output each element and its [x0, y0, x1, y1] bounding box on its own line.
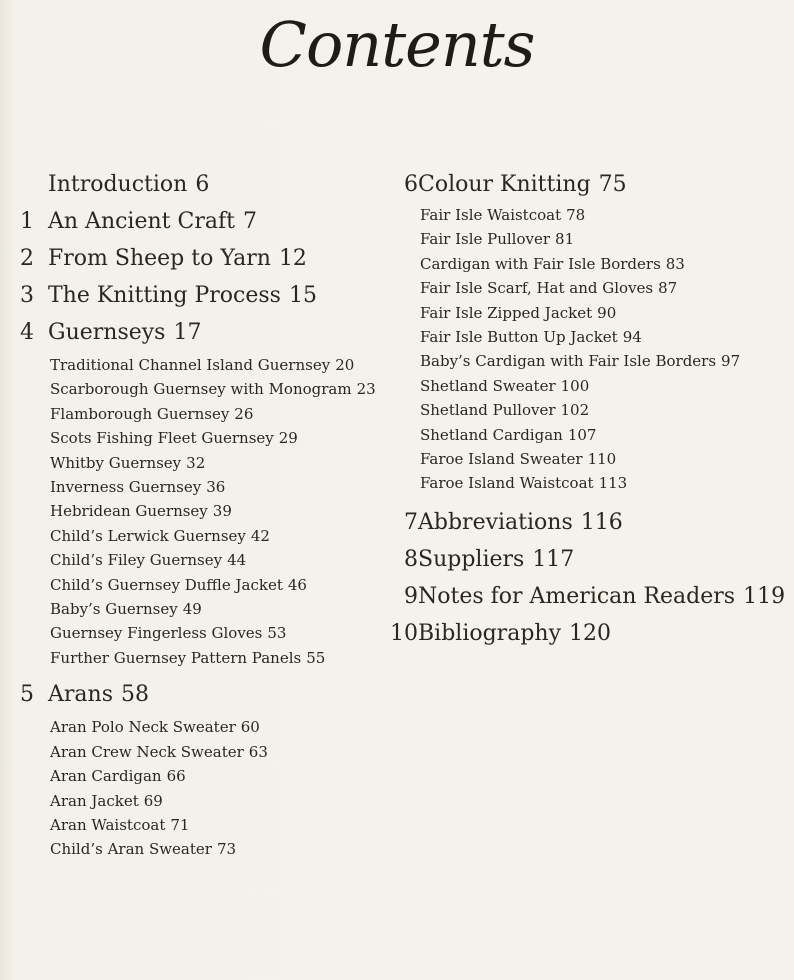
- toc-page: 58: [120, 682, 149, 708]
- page-title: Contents: [259, 8, 535, 81]
- toc-label: Shetland Sweater: [420, 376, 556, 395]
- toc-label: Child’s Filey Guernsey: [50, 551, 223, 570]
- toc-chapter[interactable]: [20, 203, 390, 240]
- toc-page: 63: [248, 742, 268, 761]
- toc-chapter[interactable]: [384, 541, 794, 578]
- toc-label: Fair Isle Zipped Jacket: [420, 303, 593, 322]
- toc-page: 75: [598, 172, 627, 197]
- toc-label: Guernseys: [48, 320, 166, 345]
- toc-entry[interactable]: [20, 548, 390, 572]
- toc-label: Scarborough Guernsey with Monogram: [50, 380, 352, 399]
- toc-entry[interactable]: [20, 740, 390, 764]
- toc-page: 53: [267, 624, 287, 643]
- toc-page: 78: [566, 206, 586, 224]
- chapter-number: 4: [20, 320, 34, 345]
- toc-entry[interactable]: [20, 764, 390, 788]
- toc-label: Arans: [48, 682, 113, 708]
- toc-label: Fair Isle Waistcoat: [420, 206, 562, 224]
- toc-entry[interactable]: [20, 524, 390, 548]
- toc-label: Shetland Pullover: [420, 401, 556, 420]
- toc-chapter-arans[interactable]: [20, 676, 390, 713]
- toc-label: Child’s Aran Sweater: [50, 840, 212, 859]
- toc-label: Guernsey Fingerless Gloves: [50, 624, 263, 643]
- toc-label: Child’s Guernsey Duffle Jacket: [50, 575, 283, 594]
- toc-page: 42: [250, 526, 270, 545]
- toc-entry[interactable]: [384, 398, 794, 422]
- toc-label: Aran Polo Neck Sweater: [50, 718, 236, 737]
- toc-entry[interactable]: [20, 475, 390, 499]
- toc-label: Notes for American Readers: [418, 583, 736, 609]
- toc-entry[interactable]: [384, 471, 794, 495]
- toc-label: Baby’s Cardigan with Fair Isle Borders: [420, 352, 717, 371]
- chapter-number: 9: [404, 583, 418, 609]
- toc-page: 55: [306, 648, 326, 667]
- toc-page: 23: [356, 380, 376, 399]
- toc-label: Fair Isle Scarf, Hat and Gloves: [420, 279, 654, 298]
- chapter-number: 6: [404, 172, 418, 197]
- toc-entry[interactable]: [20, 377, 390, 401]
- toc-chapter[interactable]: [384, 578, 794, 615]
- toc-page: 113: [598, 474, 628, 493]
- toc-label: The Knitting Process: [48, 283, 281, 308]
- toc-label: Colour Knitting: [418, 172, 591, 197]
- toc-label: Faroe Island Sweater: [420, 450, 583, 469]
- toc-page: 97: [721, 352, 741, 371]
- toc-entry[interactable]: [20, 499, 390, 523]
- toc-page: 102: [560, 401, 590, 420]
- toc-page: 120: [569, 620, 611, 646]
- toc-chapter[interactable]: [384, 615, 794, 652]
- toc-page: 116: [580, 509, 623, 535]
- toc-entry[interactable]: [20, 715, 390, 739]
- toc-label: Cardigan with Fair Isle Borders: [420, 254, 661, 273]
- toc-entry[interactable]: [384, 325, 794, 349]
- toc-page: 46: [287, 575, 307, 594]
- toc-page: 7: [242, 209, 257, 234]
- toc-label: Abbreviations: [418, 509, 573, 535]
- toc-label: Fair Isle Button Up Jacket: [420, 328, 618, 347]
- toc-label: Introduction: [48, 172, 188, 197]
- toc-label: Further Guernsey Pattern Panels: [50, 648, 302, 667]
- left-column: [20, 166, 390, 862]
- toc-chapter-colour[interactable]: [384, 166, 794, 203]
- toc-entry[interactable]: [20, 451, 390, 475]
- toc-label: Fair Isle Pullover: [420, 230, 551, 249]
- chapter-number: 8: [404, 546, 418, 572]
- toc-page: 20: [335, 356, 355, 374]
- toc-chapter[interactable]: [384, 504, 794, 541]
- toc-label: Child’s Lerwick Guernsey: [50, 526, 246, 545]
- toc-page: 36: [206, 478, 226, 497]
- toc-page: 73: [216, 840, 237, 859]
- toc-label: Aran Jacket: [50, 791, 139, 810]
- toc-page: 60: [240, 718, 260, 737]
- chapter-number: 2: [20, 246, 34, 271]
- toc-label: Shetland Cardigan: [420, 425, 563, 444]
- toc-entry[interactable]: [20, 573, 390, 597]
- toc-page: 26: [234, 404, 254, 423]
- toc-label: Baby’s Guernsey: [50, 600, 178, 619]
- toc-entry[interactable]: [384, 374, 794, 398]
- toc-entry[interactable]: [20, 621, 390, 645]
- toc-entry[interactable]: [20, 597, 390, 621]
- toc-label: Bibliography: [418, 620, 561, 646]
- toc-label: Suppliers: [418, 546, 525, 572]
- toc-page: 110: [587, 450, 617, 469]
- chapter-number: 7: [404, 509, 418, 535]
- toc-page: 71: [170, 815, 190, 834]
- toc-page: 29: [278, 429, 298, 448]
- toc-label: Flamborough Guernsey: [50, 404, 230, 423]
- toc-chapter[interactable]: [20, 277, 390, 314]
- toc-label: Faroe Island Waistcoat: [420, 474, 594, 493]
- toc-entry[interactable]: [20, 646, 390, 670]
- toc-page: 117: [532, 546, 575, 572]
- toc-entry[interactable]: [384, 447, 794, 471]
- toc-entry[interactable]: [20, 837, 390, 861]
- toc-entry[interactable]: [20, 426, 390, 450]
- toc-label: Aran Waistcoat: [50, 815, 166, 834]
- toc-page: 87: [658, 279, 678, 298]
- toc-label: From Sheep to Yarn: [48, 246, 271, 271]
- toc-page: 107: [567, 425, 597, 444]
- toc-label: Aran Crew Neck Sweater: [50, 742, 244, 761]
- toc-label: Inverness Guernsey: [50, 478, 202, 497]
- toc-page: 69: [143, 791, 163, 810]
- toc-entry[interactable]: [384, 423, 794, 447]
- toc-entry[interactable]: [384, 349, 794, 373]
- toc-page: 6: [195, 172, 210, 197]
- toc-label: Hebridean Guernsey: [50, 502, 208, 521]
- toc-entry[interactable]: [20, 353, 390, 377]
- toc-chapter[interactable]: [20, 240, 390, 277]
- right-column: [384, 166, 794, 652]
- toc-label: Traditional Channel Island Guernsey: [50, 356, 331, 374]
- toc-label: An Ancient Craft: [48, 209, 235, 234]
- chapter-number: 1: [20, 209, 34, 234]
- toc-page: 66: [166, 767, 186, 786]
- toc-label: Whitby Guernsey: [50, 453, 182, 472]
- toc-page: 12: [278, 246, 307, 271]
- toc-entry[interactable]: [20, 813, 390, 837]
- toc-page: 100: [560, 376, 590, 395]
- toc-intro[interactable]: [20, 166, 390, 203]
- toc-entry[interactable]: [384, 203, 794, 227]
- toc-label: Scots Fishing Fleet Guernsey: [50, 429, 274, 448]
- toc-entry[interactable]: [384, 276, 794, 300]
- toc-entry[interactable]: [384, 301, 794, 325]
- toc-page: 119: [743, 583, 786, 609]
- chapter-number: 5: [20, 682, 34, 708]
- toc-entry[interactable]: [384, 252, 794, 276]
- toc-page: 32: [186, 453, 206, 472]
- toc-page: 83: [665, 254, 685, 273]
- toc-chapter[interactable]: [20, 314, 390, 351]
- toc-page: 90: [597, 303, 617, 322]
- toc-page: 94: [622, 328, 642, 347]
- toc-page: 17: [173, 320, 202, 345]
- toc-entry[interactable]: [384, 227, 794, 251]
- chapter-number: 10: [390, 620, 418, 646]
- toc-page: 81: [555, 230, 575, 249]
- toc-page: 15: [288, 283, 317, 308]
- toc-page: 39: [212, 502, 232, 521]
- toc-page: 44: [227, 551, 247, 570]
- toc-label: Aran Cardigan: [50, 767, 162, 786]
- toc-page: 49: [182, 600, 202, 619]
- toc-entry[interactable]: [20, 402, 390, 426]
- toc-entry[interactable]: [20, 789, 390, 813]
- chapter-number: 3: [20, 283, 34, 308]
